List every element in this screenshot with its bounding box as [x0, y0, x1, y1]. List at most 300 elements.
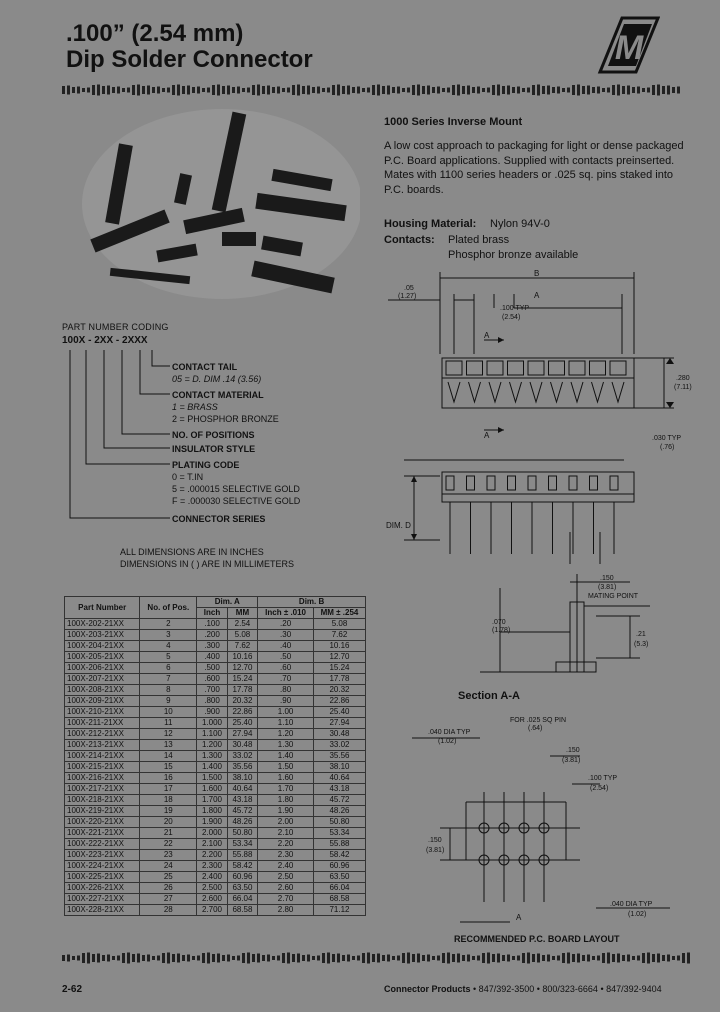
- noise-mark: [132, 85, 135, 95]
- table-row: [65, 630, 366, 641]
- noise-mark: [107, 955, 110, 962]
- part-coding-tree: [62, 348, 392, 528]
- noise-mark: [467, 955, 470, 962]
- noise-mark: [407, 953, 410, 964]
- cell-dim-b-inch: .90: [258, 696, 314, 707]
- cell-dim-b-mm: 25.40: [313, 707, 365, 718]
- cell-dim-b-inch: 2.20: [258, 839, 314, 850]
- cell-dim-b-mm: 33.02: [313, 740, 365, 751]
- noise-mark: [272, 87, 275, 93]
- housing-material-value: Nylon 94V-0: [490, 218, 550, 230]
- noise-mark: [542, 955, 545, 961]
- table-row: [65, 773, 366, 784]
- noise-mark: [627, 86, 630, 95]
- table-row: [65, 828, 366, 839]
- cell-dim-a-inch: .100: [197, 619, 227, 630]
- noise-mark: [647, 88, 650, 93]
- cell-positions: 15: [140, 762, 197, 773]
- noise-mark: [62, 955, 65, 961]
- cell-positions: 25: [140, 872, 197, 883]
- section-aa-title: Section A-A: [458, 690, 520, 702]
- cell-dim-b-mm: 60.96: [313, 861, 365, 872]
- noise-mark: [117, 87, 120, 94]
- cell-part-number: 100X-217-21XX: [65, 784, 140, 795]
- noise-mark: [597, 956, 600, 961]
- noise-mark: [662, 955, 665, 961]
- col-dim-b-inch: Inch ± .010: [258, 608, 314, 619]
- cell-dim-b-mm: 17.78: [313, 674, 365, 685]
- cell-dim-b-inch: 2.40: [258, 861, 314, 872]
- cell-dim-b-inch: 2.60: [258, 883, 314, 894]
- noise-mark: [627, 955, 630, 962]
- dim-76: (.76): [660, 444, 675, 451]
- material-option-1: 1 = BRASS: [172, 402, 218, 412]
- noise-mark: [137, 954, 140, 963]
- series-description: A low cost approach to packaging for light or dense packaged P.C. Board applications. Supplied with contacts preinserted. Mates with 1100 series headers or .025 sq. pins staked into P.C. boards.: [384, 140, 684, 196]
- noise-mark: [172, 954, 175, 962]
- dim-d-label: DIM. D: [386, 521, 411, 530]
- cell-positions: 6: [140, 663, 197, 674]
- cell-dim-a-inch: .800: [197, 696, 227, 707]
- part-number-table: [64, 596, 366, 916]
- noise-mark: [632, 87, 635, 93]
- contact-slot: [610, 361, 626, 375]
- cell-dim-a-inch: 2.700: [197, 905, 227, 916]
- contact-slot: [590, 361, 606, 375]
- noise-mark: [567, 953, 570, 964]
- noise-mark: [267, 86, 270, 95]
- dim-05: .05: [404, 285, 414, 292]
- contact-body: [467, 476, 475, 490]
- cell-dim-b-inch: .20: [258, 619, 314, 630]
- noise-mark: [387, 955, 390, 962]
- noise-mark: [252, 954, 255, 962]
- dim-178: (1.78): [492, 627, 511, 634]
- noise-mark: [532, 85, 535, 95]
- cell-dim-a-inch: 1.800: [197, 806, 227, 817]
- noise-mark: [462, 86, 465, 94]
- cell-part-number: 100X-219-21XX: [65, 806, 140, 817]
- table-row: [65, 872, 366, 883]
- dim-150: .150: [600, 575, 614, 582]
- pcb-layout-caption: RECOMMENDED P.C. BOARD LAYOUT: [454, 934, 620, 944]
- noise-mark: [372, 85, 375, 95]
- noise-mark: [402, 88, 405, 92]
- noise-mark: [437, 87, 440, 94]
- noise-mark: [162, 953, 165, 963]
- dim-070: .070: [492, 619, 506, 626]
- table-row: [65, 850, 366, 861]
- noise-mark: [477, 956, 480, 961]
- noise-mark: [397, 87, 400, 94]
- noise-mark: [367, 88, 370, 93]
- noise-mark: [82, 88, 85, 92]
- contact-slot: [446, 361, 462, 375]
- noise-mark: [662, 86, 665, 94]
- cell-dim-a-mm: 58.42: [227, 861, 257, 872]
- noise-mark: [512, 956, 515, 960]
- cell-dim-a-inch: .200: [197, 630, 227, 641]
- dim-100-typ: .100 TYP: [500, 305, 530, 312]
- cell-dim-a-inch: 2.300: [197, 861, 227, 872]
- cell-dim-a-mm: 45.72: [227, 806, 257, 817]
- plating-option-1: 0 = T.IN: [172, 472, 204, 482]
- noise-mark: [247, 953, 250, 964]
- contact-slot: [467, 361, 483, 375]
- noise-mark: [262, 86, 265, 94]
- noise-mark: [237, 87, 240, 94]
- noise-mark: [457, 954, 460, 963]
- cell-positions: 17: [140, 784, 197, 795]
- cell-dim-b-inch: .30: [258, 630, 314, 641]
- cell-dim-b-inch: 1.30: [258, 740, 314, 751]
- table-row: [65, 883, 366, 894]
- noise-mark: [632, 956, 635, 960]
- cell-positions: 7: [140, 674, 197, 685]
- contact-material-label: CONTACT MATERIAL: [172, 390, 264, 400]
- noise-mark: [417, 85, 420, 96]
- noise-mark: [677, 956, 680, 961]
- cell-dim-b-inch: .50: [258, 652, 314, 663]
- noise-mark: [277, 87, 280, 94]
- dim-64: (.64): [528, 725, 543, 732]
- page-number: 2-62: [62, 984, 83, 995]
- cell-dim-a-inch: 2.400: [197, 872, 227, 883]
- noise-mark: [507, 86, 510, 95]
- cell-part-number: 100X-224-21XX: [65, 861, 140, 872]
- cell-dim-b-mm: 22.86: [313, 696, 365, 707]
- cell-dim-a-mm: 50.80: [227, 828, 257, 839]
- cell-dim-b-inch: 2.50: [258, 872, 314, 883]
- noise-mark: [122, 953, 125, 963]
- series-title: 1000 Series Inverse Mount: [384, 116, 523, 128]
- cell-dim-a-inch: .900: [197, 707, 227, 718]
- contact-spring: [592, 382, 604, 402]
- dimension-note-line2: DIMENSIONS IN ( ) ARE IN MILLIMETERS: [120, 559, 295, 569]
- noise-mark: [187, 955, 190, 962]
- contact-spring: [448, 382, 460, 402]
- footer-company: Connector Products: [384, 984, 471, 994]
- cell-dim-b-mm: 27.94: [313, 718, 365, 729]
- contact-body: [569, 476, 577, 490]
- noise-mark: [447, 953, 450, 964]
- dim-381b: (3.81): [562, 757, 581, 764]
- cell-part-number: 100X-209-21XX: [65, 696, 140, 707]
- cell-dim-a-inch: .600: [197, 674, 227, 685]
- noise-mark: [667, 955, 670, 962]
- cell-dim-b-inch: 2.30: [258, 850, 314, 861]
- contact-spring: [571, 382, 583, 402]
- cell-dim-a-inch: 1.200: [197, 740, 227, 751]
- noise-mark: [642, 953, 645, 963]
- table-row: [65, 619, 366, 630]
- cell-dim-a-mm: 66.04: [227, 894, 257, 905]
- cell-dim-a-mm: 38.10: [227, 773, 257, 784]
- noise-mark: [667, 86, 670, 95]
- cell-dim-b-inch: .80: [258, 685, 314, 696]
- contact-slot: [508, 361, 524, 375]
- noise-mark: [207, 953, 210, 964]
- col-dim-a-inch: Inch: [197, 608, 227, 619]
- noise-mark: [167, 88, 170, 93]
- cell-positions: 22: [140, 839, 197, 850]
- cell-part-number: 100X-216-21XX: [65, 773, 140, 784]
- noise-mark: [672, 87, 675, 93]
- table-row: [65, 729, 366, 740]
- cell-dim-b-mm: 66.04: [313, 883, 365, 894]
- table-row: [65, 795, 366, 806]
- noise-mark: [147, 86, 150, 95]
- noise-mark: [112, 87, 115, 93]
- connector-drawing: [384, 264, 694, 564]
- cell-dim-a-mm: 20.32: [227, 696, 257, 707]
- noise-mark: [67, 86, 70, 95]
- cell-dim-b-mm: 30.48: [313, 729, 365, 740]
- col-dim-b-mm: MM ± .254: [313, 608, 365, 619]
- dim-b-label: B: [534, 269, 540, 278]
- noise-mark: [227, 955, 230, 962]
- cell-part-number: 100X-220-21XX: [65, 817, 140, 828]
- noise-mark: [312, 956, 315, 960]
- cell-dim-b-mm: 71.12: [313, 905, 365, 916]
- noise-mark: [267, 955, 270, 962]
- noise-mark: [197, 956, 200, 961]
- dim-100-typ-2: .100 TYP: [588, 775, 618, 782]
- cell-dim-b-inch: 1.70: [258, 784, 314, 795]
- housing-material-label: Housing Material:: [384, 218, 477, 230]
- cell-part-number: 100X-202-21XX: [65, 619, 140, 630]
- noise-mark: [482, 953, 485, 963]
- noise-mark: [362, 953, 365, 963]
- table-row: [65, 784, 366, 795]
- noise-mark: [287, 88, 290, 93]
- noise-mark: [517, 956, 520, 961]
- table-row: [65, 718, 366, 729]
- contact-body: [528, 476, 536, 490]
- noise-mark: [607, 953, 610, 964]
- noise-mark: [527, 953, 530, 964]
- cell-dim-b-mm: 45.72: [313, 795, 365, 806]
- noise-mark: [597, 87, 600, 94]
- noise-mark: [617, 85, 620, 96]
- noise-mark: [222, 955, 225, 961]
- cell-dim-a-mm: 35.56: [227, 762, 257, 773]
- noise-mark: [292, 954, 295, 962]
- dim-150c: .150: [428, 837, 442, 844]
- cell-dim-a-inch: 1.600: [197, 784, 227, 795]
- noise-mark: [147, 955, 150, 962]
- noise-mark: [467, 86, 470, 95]
- noise-mark: [462, 955, 465, 961]
- cell-dim-a-mm: 43.18: [227, 795, 257, 806]
- cell-part-number: 100X-208-21XX: [65, 685, 140, 696]
- cell-dim-a-mm: 53.34: [227, 839, 257, 850]
- contacts-label: Contacts:: [384, 234, 435, 246]
- plating-option-2: 5 = .000015 SELECTIVE GOLD: [172, 484, 300, 494]
- noise-mark: [382, 955, 385, 961]
- cell-dim-a-inch: 1.500: [197, 773, 227, 784]
- noise-mark: [522, 953, 525, 963]
- noise-mark: [377, 954, 380, 963]
- contact-slot: [528, 361, 544, 375]
- noise-mark: [502, 86, 505, 94]
- noise-mark: [227, 86, 230, 95]
- noise-mark: [512, 87, 515, 93]
- cell-dim-b-inch: 2.10: [258, 828, 314, 839]
- noise-mark: [67, 955, 70, 962]
- noise-mark: [357, 87, 360, 94]
- cell-part-number: 100X-223-21XX: [65, 850, 140, 861]
- cell-dim-a-inch: 2.500: [197, 883, 227, 894]
- noise-mark: [387, 86, 390, 95]
- table-row: [65, 861, 366, 872]
- noise-mark: [142, 955, 145, 961]
- noise-mark: [602, 88, 605, 92]
- noise-mark: [72, 87, 75, 93]
- dim-381: (3.81): [598, 584, 617, 591]
- cell-dim-a-mm: 33.02: [227, 751, 257, 762]
- table-row: [65, 817, 366, 828]
- table-row: [65, 652, 366, 663]
- noise-mark: [442, 953, 445, 963]
- cell-dim-a-mm: 48.26: [227, 817, 257, 828]
- table-row: [65, 894, 366, 905]
- page-title-line1: .100” (2.54 mm): [66, 20, 244, 47]
- cell-dim-a-inch: .700: [197, 685, 227, 696]
- noise-mark: [337, 954, 340, 963]
- noise-mark: [327, 88, 330, 93]
- noise-mark: [452, 954, 455, 962]
- noise-mark: [327, 953, 330, 964]
- noise-mark: [307, 955, 310, 962]
- cell-part-number: 100X-203-21XX: [65, 630, 140, 641]
- noise-mark: [87, 88, 90, 93]
- noise-mark: [392, 87, 395, 93]
- noise-mark: [257, 954, 260, 963]
- section-a-pcb: A: [516, 913, 522, 922]
- noise-mark: [347, 86, 350, 95]
- cell-part-number: 100X-211-21XX: [65, 718, 140, 729]
- noise-mark: [312, 87, 315, 93]
- noise-mark: [192, 956, 195, 960]
- cell-part-number: 100X-213-21XX: [65, 740, 140, 751]
- cell-part-number: 100X-228-21XX: [65, 905, 140, 916]
- noise-mark: [282, 88, 285, 92]
- noise-mark: [612, 85, 615, 95]
- noise-mark: [162, 88, 165, 92]
- noise-mark: [592, 956, 595, 960]
- cell-dim-b-inch: 1.20: [258, 729, 314, 740]
- noise-mark: [572, 954, 575, 962]
- table-row: [65, 674, 366, 685]
- cell-dim-a-mm: 12.70: [227, 663, 257, 674]
- noise-mark: [622, 955, 625, 961]
- noise-mark: [322, 953, 325, 963]
- table-row: [65, 806, 366, 817]
- dim-025sq: FOR .025 SQ PIN: [510, 717, 567, 724]
- noise-mark: [337, 85, 340, 96]
- contact-spring: [530, 382, 542, 402]
- noise-mark: [332, 85, 335, 95]
- noise-mark: [687, 953, 690, 964]
- noise-mark: [607, 88, 610, 93]
- noise-mark: [237, 956, 240, 961]
- contact-slot: [487, 361, 503, 375]
- logo-letter: M: [614, 29, 644, 67]
- table-row: [65, 663, 366, 674]
- noise-mark: [297, 85, 300, 96]
- insulator-label: INSULATOR STYLE: [172, 444, 256, 454]
- noise-mark: [202, 88, 205, 92]
- connector-photo-icon: [62, 104, 360, 312]
- noise-mark: [317, 87, 320, 94]
- noise-mark: [132, 954, 135, 962]
- noise-mark: [472, 956, 475, 960]
- noise-mark: [542, 86, 545, 94]
- dimension-note: [120, 546, 294, 570]
- cell-part-number: 100X-222-21XX: [65, 839, 140, 850]
- contact-slot: [549, 361, 565, 375]
- dim-05-mm: (1.27): [398, 293, 417, 300]
- cell-positions: 11: [140, 718, 197, 729]
- noise-mark: [682, 953, 685, 963]
- cell-dim-b-mm: 50.80: [313, 817, 365, 828]
- cell-dim-b-inch: .40: [258, 641, 314, 652]
- noise-mark: [432, 956, 435, 960]
- col-part-number: Part Number: [65, 597, 140, 619]
- noise-mark: [482, 88, 485, 92]
- positions-label: NO. OF POSITIONS: [172, 430, 255, 440]
- noise-mark: [157, 87, 160, 94]
- noise-mark: [92, 954, 95, 962]
- noise-mark: [182, 955, 185, 961]
- noise-mark: [372, 954, 375, 962]
- noise-mark: [332, 954, 335, 962]
- cell-dim-a-mm: 30.48: [227, 740, 257, 751]
- noise-mark: [517, 87, 520, 94]
- noise-mark: [307, 86, 310, 95]
- noise-mark: [167, 953, 170, 964]
- cell-dim-a-inch: .500: [197, 663, 227, 674]
- noise-mark: [537, 85, 540, 96]
- noise-mark: [622, 86, 625, 94]
- noise-mark: [87, 953, 90, 964]
- cell-part-number: 100X-207-21XX: [65, 674, 140, 685]
- noise-mark: [612, 954, 615, 962]
- noise-mark: [497, 954, 500, 963]
- contact-spring: [510, 382, 522, 402]
- part-coding-code: 100X - 2XX - 2XXX: [62, 335, 148, 346]
- section-a-top: A: [484, 331, 490, 340]
- noise-mark: [367, 953, 370, 964]
- cell-positions: 21: [140, 828, 197, 839]
- cell-dim-a-inch: 1.300: [197, 751, 227, 762]
- noise-mark: [587, 955, 590, 962]
- cell-part-number: 100X-205-21XX: [65, 652, 140, 663]
- noise-mark: [557, 956, 560, 961]
- noise-mark: [557, 87, 560, 94]
- noise-mark: [142, 86, 145, 94]
- noise-mark: [397, 956, 400, 961]
- cell-dim-b-mm: 20.32: [313, 685, 365, 696]
- table-row: [65, 696, 366, 707]
- noise-mark: [62, 86, 65, 94]
- noise-mark: [422, 86, 425, 94]
- noise-mark: [117, 956, 120, 961]
- noise-mark: [272, 956, 275, 960]
- cell-dim-a-mm: 63.50: [227, 883, 257, 894]
- cell-positions: 13: [140, 740, 197, 751]
